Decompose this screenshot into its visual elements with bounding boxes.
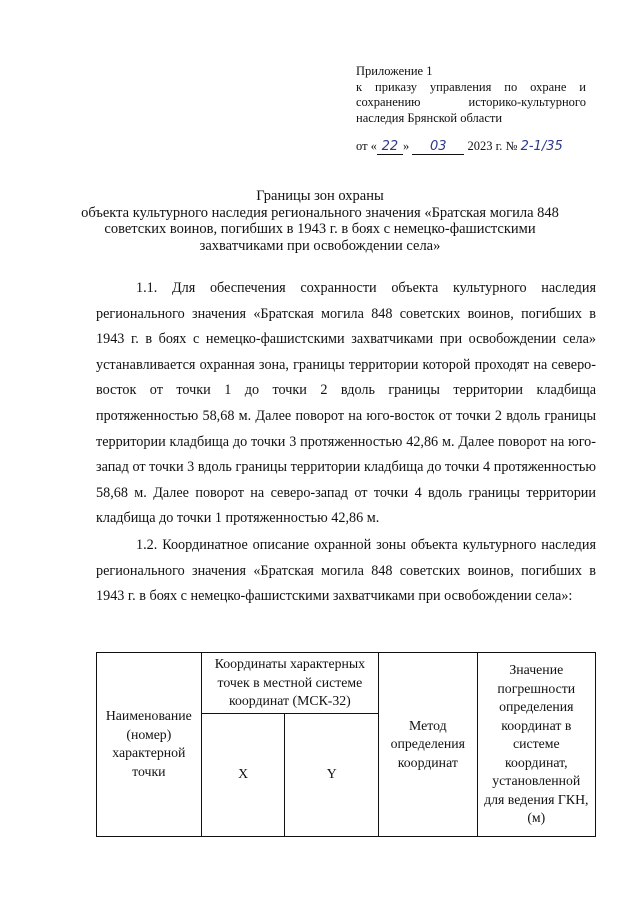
section-1-1-text: 1.1. Для обеспечения сохранности объекта культурного наследия регионального значения «Братская могила 848 советских воинов, погибших в 1943 г. в боях с немецко-фашистскими захватчиками при освобождении села» устанавливается охранная зона, границы территории которой проходят на северо-восток от точки 1 до точки 2 вдоль границы территории кладбища протяженностью 58,68 м. Далее поворот на юго-восток от точки 2 вдоль границы территории кладбища до точки 3 протяженностью 42,86 м. Далее поворот на юго-запад от точки 3 вдоль границы территории кладбища до точки 4 протяженностью 58,68 м. Далее поворот на северо-запад от точки 4 вдоль границы территории кладбища до точки 1 протяженностью 42,86 м.	[96, 280, 596, 527]
document-title	[70, 188, 570, 254]
appendix-header	[356, 64, 586, 126]
section-1-2	[96, 533, 596, 610]
header-coordinates: Координаты характерных точек в местной системе координат (МСК-32)	[201, 653, 378, 714]
order-number-handwritten: 2-1/35	[520, 139, 563, 154]
header-y: Y	[285, 713, 379, 836]
order-day-handwritten: 22	[377, 140, 403, 155]
appendix-authority: наследия Брянской области	[356, 110, 503, 125]
header-error: Значение погрешности определения координат в системе координат, установленной для ведения ГКН, (м)	[477, 653, 595, 837]
appendix-order-ref-2: сохранению историко-культурного	[356, 95, 586, 109]
header-method: Метод определения координат	[379, 653, 478, 837]
section-1-1	[96, 276, 596, 532]
appendix-order-ref: к приказу управления по охране и	[356, 79, 586, 94]
title-line-1: Границы зон охраны	[256, 188, 384, 204]
order-prefix: от «	[356, 139, 377, 153]
coordinates-table	[96, 652, 596, 837]
order-month-handwritten: 03	[412, 140, 464, 155]
order-year: 2023 г. №	[467, 139, 518, 153]
order-mid: »	[402, 139, 410, 153]
header-x: X	[201, 713, 285, 836]
appendix-title: Приложение 1	[356, 64, 433, 78]
section-1-2-text: 1.2. Координатное описание охранной зоны объекта культурного наследия регионального значения «Братская могила 848 советских воинов, погибших в 1943 г. в боях с немецко-фашистскими захватчиками при освобождении села»:	[96, 537, 596, 605]
table-header-row-1	[97, 653, 596, 714]
title-line-2: объекта культурного наследия регионального значения «Братская могила 848 советских воинов, погибших в 1943 г. в боях с немецко-фашистскими захватчиками при освобождении села»	[81, 204, 559, 254]
header-point-name: Наименование (номер) характерной точки	[97, 653, 202, 837]
order-date-number	[356, 139, 596, 155]
